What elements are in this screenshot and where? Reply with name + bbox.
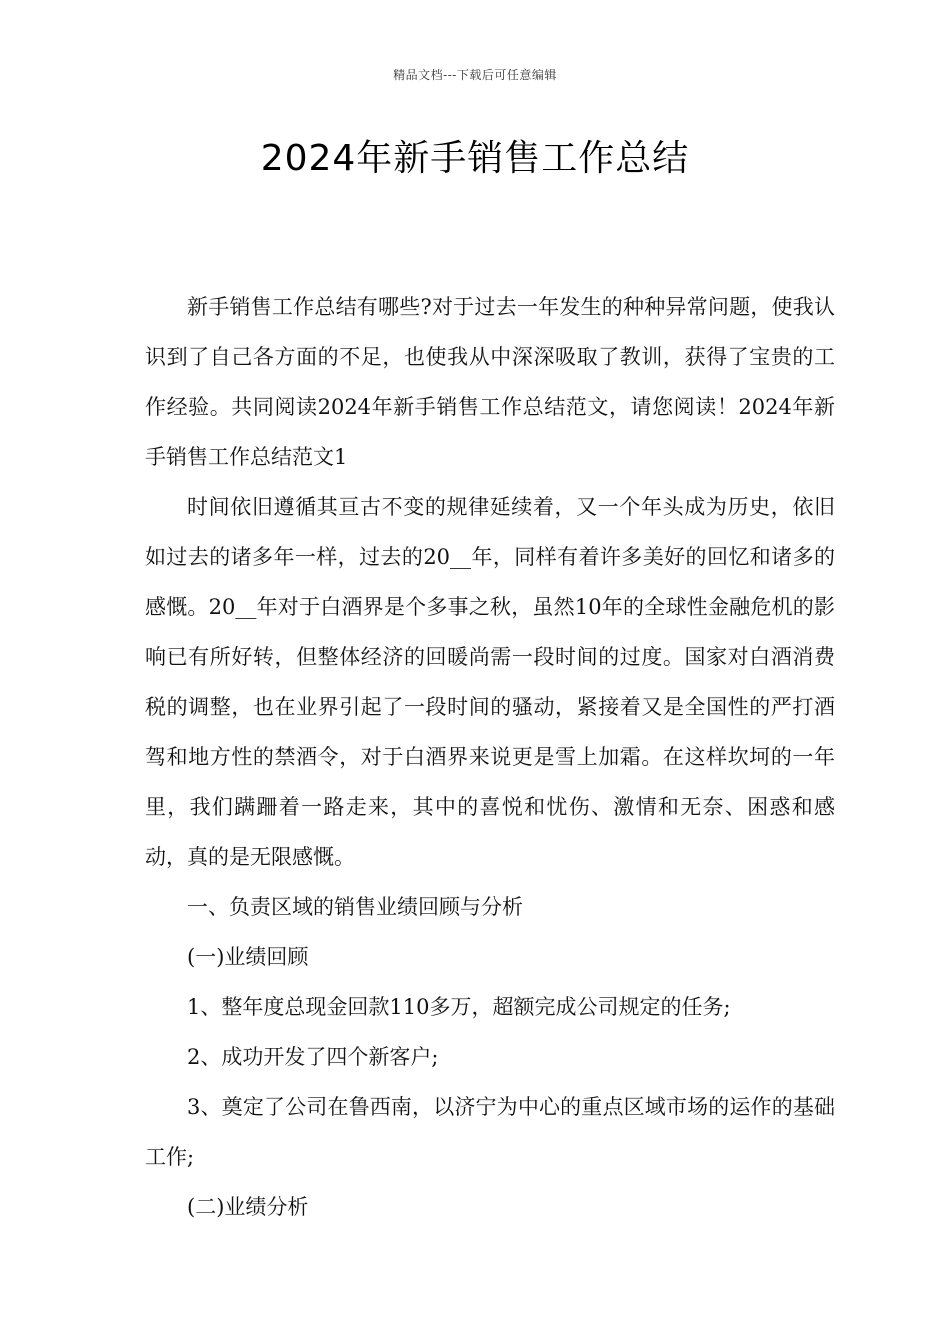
list-item: 3、奠定了公司在鲁西南，以济宁为中心的重点区域市场的运作的基础工作; xyxy=(145,1095,835,1169)
list-item: 1、整年度总现金回款110多万，超额完成公司规定的任务; xyxy=(187,995,731,1019)
section-heading: 一、负责区域的销售业绩回顾与分析 xyxy=(187,895,523,919)
document-body xyxy=(145,282,835,1232)
list-item: 2、成功开发了四个新客户; xyxy=(187,1045,439,1069)
subsection-heading: (一)业绩回顾 xyxy=(187,945,309,969)
subsection-heading: (二)业绩分析 xyxy=(187,1195,309,1219)
document-title: 2024年新手销售工作总结 xyxy=(260,138,690,179)
body-paragraph: 时间依旧遵循其亘古不变的规律延续着，又一个年头成为历史，依旧如过去的诸多年一样，过去的20__年，同样有着许多美好的回忆和诸多的感慨。20__年对于白酒界是个多事之秋，虽然10年的全球性金融危机的影响已有所好转，但整体经济的回暖尚需一段时间的过度。国家对白酒消费税的调整，也在业界引起了一段时间的骚动，紧接着又是全国性的严打酒驾和地方性的禁酒令，对于白酒界来说更是雪上加霜。在这样坎坷的一年里，我们蹒跚着一路走来，其中的喜悦和忧伤、激情和无奈、困惑和感动，真的是无限感慨。 xyxy=(145,495,835,869)
intro-paragraph: 新手销售工作总结有哪些?对于过去一年发生的种种异常问题，使我认识到了自己各方面的不足，也使我从中深深吸取了教训，获得了宝贵的工作经验。共同阅读2024年新手销售工作总结范文，请您阅读！2024年新手销售工作总结范文1 xyxy=(145,295,835,469)
header-note: 精品文档---下载后可任意编辑 xyxy=(393,68,557,82)
